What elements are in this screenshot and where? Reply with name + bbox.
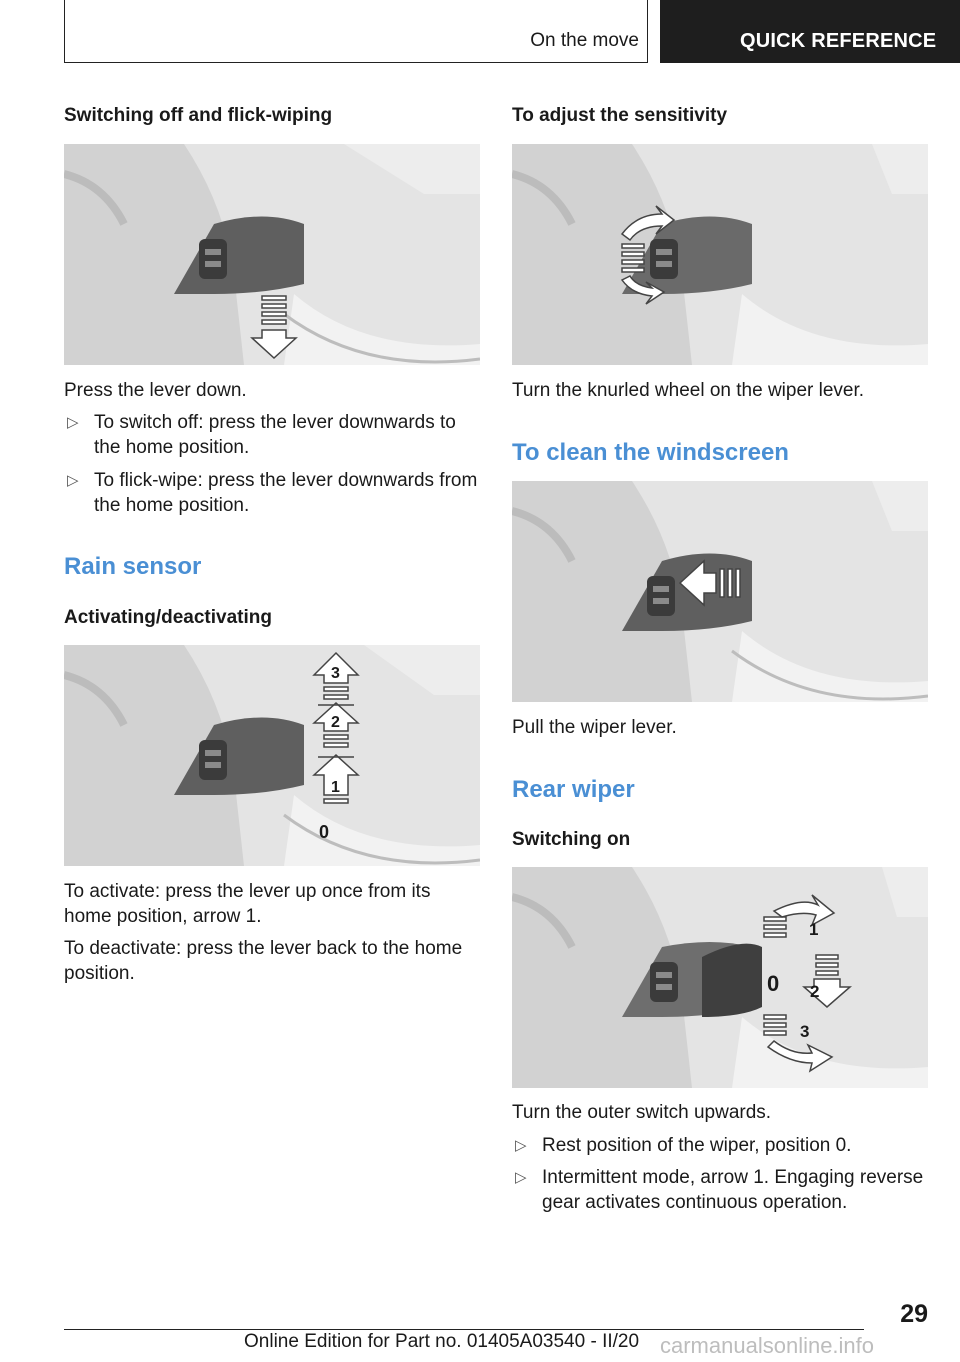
tab-label: QUICK REFERENCE — [740, 30, 937, 52]
heading-rear-wiper: Rear wiper — [512, 776, 635, 803]
bullet-triangle-icon: ▷ — [67, 414, 79, 431]
fig-label-1: 1 — [331, 779, 340, 796]
heading-rain-sensor: Rain sensor — [64, 553, 202, 580]
bullet-triangle-icon: ▷ — [515, 1137, 527, 1154]
bullet-flick-wipe — [64, 468, 480, 518]
subheading-switching-on: Switching on — [512, 829, 631, 850]
header-box — [64, 0, 648, 63]
fig-label-0: 0 — [319, 822, 330, 842]
footer-divider — [64, 1329, 864, 1330]
figure-knurled-wheel — [512, 144, 928, 365]
para-to-activate: To activate: press the lever up once from its home position, arrow 1. — [64, 881, 431, 927]
para-pull-lever: Pull the wiper lever. — [512, 717, 677, 738]
para-knurled-wheel: Turn the knurled wheel on the wiper lever. — [512, 380, 865, 401]
page-number: 29 — [900, 1300, 928, 1328]
section-title: On the move — [530, 30, 639, 51]
bullet-text: To flick-wipe: press the lever downwards from the home position. — [94, 470, 478, 516]
footer-edition: Online Edition for Part no. 01405A03540 - II/20 — [244, 1331, 640, 1352]
figure-lever-down — [64, 144, 480, 365]
fig-label-3: 3 — [800, 1022, 810, 1041]
bullet-text: To switch off: press the lever downwards to the home position. — [94, 412, 456, 458]
bullet-text: Rest position of the wiper, position 0. — [542, 1135, 852, 1156]
bullet-triangle-icon: ▷ — [67, 472, 79, 489]
bullet-switch-off — [64, 410, 480, 460]
subheading-switching-off: Switching off and flick-wiping — [64, 105, 333, 126]
fig-label-1: 1 — [809, 920, 819, 939]
fig-label-3: 3 — [331, 665, 340, 682]
bullet-text: Intermittent mode, arrow 1. Engaging reverse gear activates continuous operation. — [542, 1167, 924, 1213]
fig-label-0: 0 — [767, 971, 780, 996]
subheading-activating: Activating/deactivating — [64, 607, 272, 628]
para-press-lever: Press the lever down. — [64, 380, 247, 401]
para-turn-outer-switch: Turn the outer switch upwards. — [512, 1102, 772, 1123]
fig-label-2: 2 — [810, 982, 820, 1001]
figure-rain-sensor — [64, 645, 480, 866]
figure-rear-wiper — [512, 867, 928, 1088]
figure-pull-lever — [512, 481, 928, 702]
para-to-deactivate: To deactivate: press the lever back to the home position. — [64, 938, 463, 984]
watermark: carmanualsonline.info — [660, 1333, 875, 1358]
fig-label-2: 2 — [331, 714, 340, 731]
heading-clean-windscreen: To clean the windscreen — [512, 439, 789, 466]
subheading-sensitivity: To adjust the sensitivity — [512, 105, 728, 126]
bullet-rest-position — [512, 1133, 928, 1158]
bullet-intermittent-mode — [512, 1165, 928, 1215]
quick-reference-tab — [660, 0, 960, 63]
bullet-triangle-icon: ▷ — [515, 1169, 527, 1186]
